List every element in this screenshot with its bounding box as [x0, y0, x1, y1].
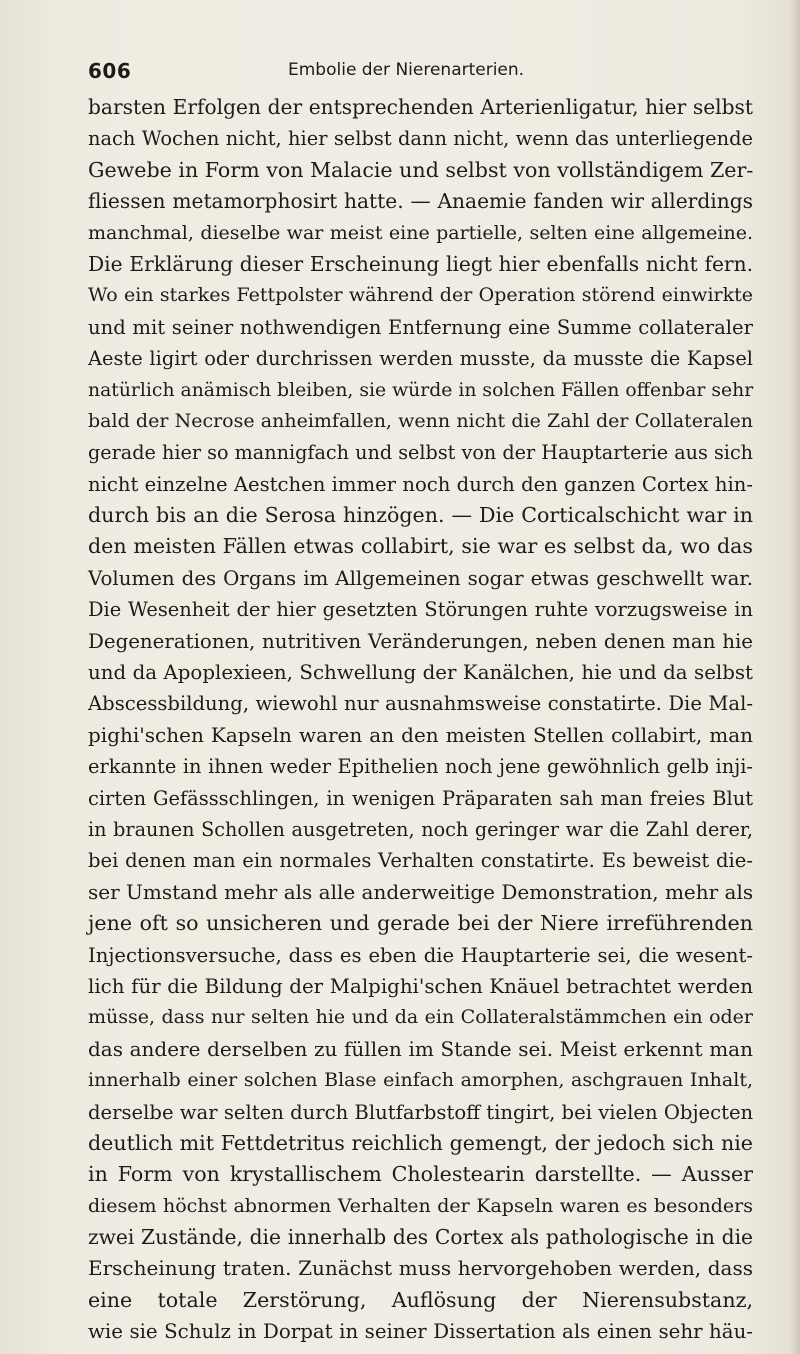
- text-line: eine totale Zerstörung, Auflösung der Nierensubstanz,: [88, 1287, 753, 1312]
- text-line: müsse, dass nur selten hie und da ein Collateralstämmchen ein oder: [88, 1006, 753, 1029]
- text-line: Abscessbildung, wiewohl nur ausnahmsweise constatirte. Die Mal-: [88, 692, 753, 716]
- text-line: und mit seiner nothwendigen Entfernung eine Summe collateraler: [88, 315, 753, 339]
- text-line: Die Erklärung dieser Erscheinung liegt hier ebenfalls nicht fern.: [88, 251, 753, 276]
- text-line: natürlich anämisch bleiben, sie würde in solchen Fällen offenbar sehr: [88, 379, 754, 401]
- text-line: in braunen Schollen ausgetreten, noch geringer war die Zahl derer,: [88, 817, 753, 841]
- text-line: nicht einzelne Aestchen immer noch durch den ganzen Cortex hin-: [88, 472, 753, 496]
- text-line: fliessen metamorphosirt hatte. — Anaemie fanden wir allerdings: [88, 189, 753, 214]
- text-line: bald der Necrose anheimfallen, wenn nicht die Zahl der Collateralen: [88, 409, 753, 432]
- text-line: Die Wesenheit der hier gesetzten Störungen ruhte vorzugsweise in: [88, 598, 753, 622]
- text-line: lich für die Bildung der Malpighi'schen Knäuel betrachtet werden: [88, 974, 753, 998]
- text-line: das andere derselben zu füllen im Stande sei. Meist erkennt man: [88, 1036, 753, 1061]
- text-line: innerhalb einer solchen Blase einfach amorphen, aschgrauen Inhalt,: [88, 1069, 753, 1092]
- text-line: Volumen des Organs im Allgemeinen sogar etwas geschwellt war.: [88, 566, 753, 590]
- text-line: erkannte in ihnen weder Epithelien noch jene gewöhnlich gelb inji-: [88, 755, 753, 779]
- text-line: zwei Zustände, die innerhalb des Cortex als pathologische in die: [88, 1225, 753, 1250]
- text-line: wie sie Schulz in Dorpat in seiner Dissertation als einen sehr häu-: [88, 1320, 753, 1344]
- page-edge-shadow: [790, 0, 800, 1354]
- text-line: nach Wochen nicht, hier selbst dann nicht, wenn das unterliegende: [88, 127, 753, 151]
- text-line: diesem höchst abnormen Verhalten der Kapseln waren es besonders: [88, 1194, 753, 1217]
- text-line: Gewebe in Form von Malacie und selbst von vollständigem Zer-: [88, 157, 754, 182]
- text-line: gerade hier so mannigfach und selbst von der Hauptarterie aus sich: [88, 441, 754, 465]
- text-line: den meisten Fällen etwas collabirt, sie war es selbst da, wo das: [88, 534, 753, 559]
- page-number: 606: [88, 59, 132, 83]
- body-text: [88, 92, 753, 1348]
- text-line: Wo ein starkes Fettpolster während der Operation störend einwirkte: [88, 284, 753, 307]
- text-line: cirten Gefässschlingen, in wenigen Präparaten sah man freies Blut: [88, 786, 753, 810]
- text-line: bei denen man ein normales Verhalten constatirte. Es beweist die-: [88, 849, 753, 873]
- text-line: derselbe war selten durch Blutfarbstoff tingirt, bei vielen Objecten: [88, 1100, 754, 1124]
- text-line: Degenerationen, nutritiven Veränderungen, neben denen man hie: [88, 629, 753, 653]
- text-line: pighi'schen Kapseln waren an den meisten Stellen collabirt, man: [88, 722, 753, 747]
- text-line: Aeste ligirt oder durchrissen werden musste, da musste die Kapsel: [88, 347, 753, 371]
- text-line: und da Apoplexieen, Schwellung der Kanälchen, hie und da selbst: [88, 661, 753, 685]
- text-line: manchmal, dieselbe war meist eine partielle, selten eine allgemeine.: [88, 221, 753, 244]
- text-line: Injectionsversuche, dass es eben die Hauptarterie sei, die wesent-: [88, 943, 753, 967]
- running-title: Embolie der Nierenarterien.: [288, 60, 525, 80]
- text-line: jene oft so unsicheren und gerade bei der Niere irreführenden: [88, 911, 753, 936]
- text-line: deutlich mit Fettdetritus reichlich gemengt, der jedoch sich nie: [88, 1130, 753, 1155]
- page-header: [88, 59, 728, 91]
- text-line: in Form von krystallischem Cholestearin darstellte. — Ausser: [88, 1162, 753, 1187]
- text-line: Erscheinung traten. Zunächst muss hervorgehoben werden, dass: [88, 1256, 753, 1281]
- text-line: durch bis an die Serosa hinzögen. — Die Corticalschicht war in: [88, 503, 753, 528]
- text-line: barsten Erfolgen der entsprechenden Arterienligatur, hier selbst: [88, 95, 753, 119]
- text-line: ser Umstand mehr als alle anderweitige Demonstration, mehr als: [88, 879, 754, 904]
